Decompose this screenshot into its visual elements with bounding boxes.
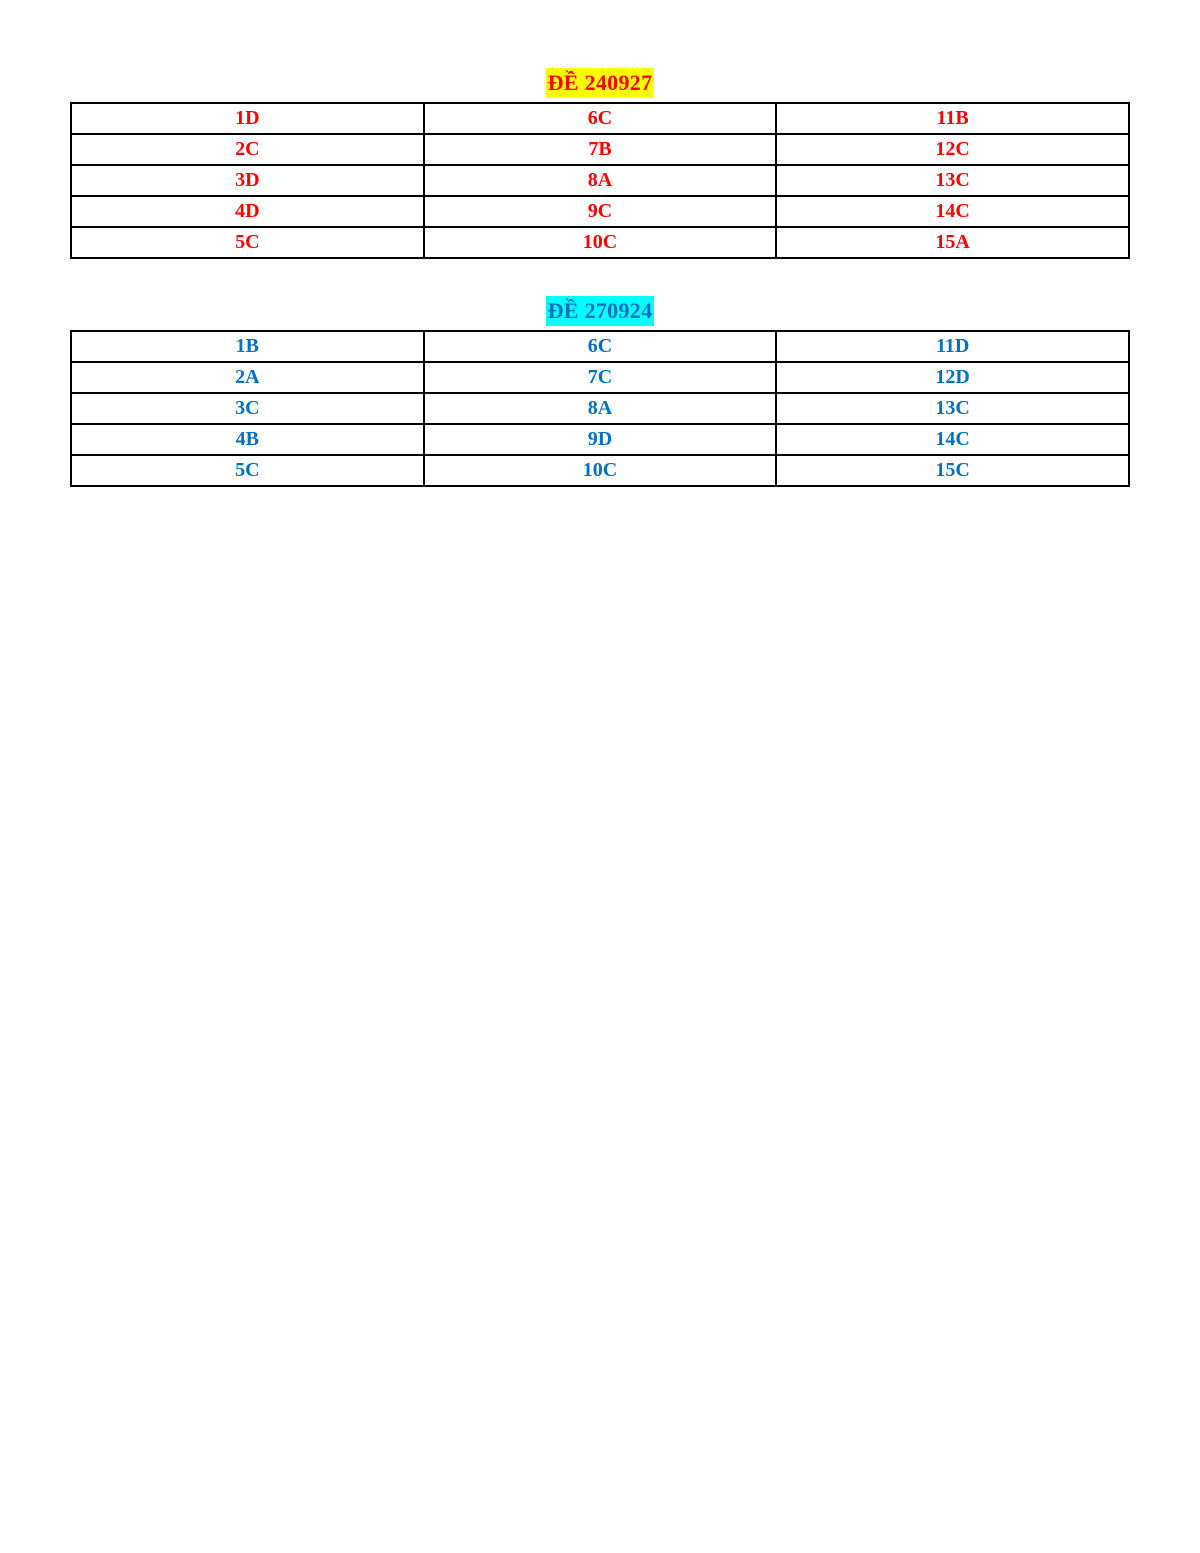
answer-cell: 13C: [776, 393, 1129, 424]
answer-cell: 15C: [776, 455, 1129, 486]
section-heading-wrapper: [70, 296, 1130, 330]
answer-cell: 4D: [71, 196, 424, 227]
section-heading-wrapper: [70, 68, 1130, 102]
answer-cell: 7B: [424, 134, 777, 165]
answer-cell: 3C: [71, 393, 424, 424]
table-row: [71, 196, 1129, 227]
answer-cell: 11D: [776, 331, 1129, 362]
answer-cell: 9D: [424, 424, 777, 455]
answer-cell: 6C: [424, 103, 777, 134]
answer-cell: 11B: [776, 103, 1129, 134]
table-row: [71, 103, 1129, 134]
answer-cell: 12C: [776, 134, 1129, 165]
table-row: [71, 331, 1129, 362]
answer-cell: 14C: [776, 196, 1129, 227]
answer-table: [70, 102, 1130, 259]
answer-cell: 3D: [71, 165, 424, 196]
table-row: [71, 362, 1129, 393]
answer-cell: 12D: [776, 362, 1129, 393]
answer-cell: 1B: [71, 331, 424, 362]
answer-cell: 15A: [776, 227, 1129, 258]
answer-cell: 10C: [424, 227, 777, 258]
answer-cell: 4B: [71, 424, 424, 455]
answer-cell: 7C: [424, 362, 777, 393]
answer-cell: 10C: [424, 455, 777, 486]
answer-cell: 13C: [776, 165, 1129, 196]
table-row: [71, 165, 1129, 196]
answer-cell: 8A: [424, 165, 777, 196]
section-title: ĐỀ 240927: [546, 68, 655, 98]
answer-cell: 6C: [424, 331, 777, 362]
table-row: [71, 227, 1129, 258]
answer-cell: 2A: [71, 362, 424, 393]
table-row: [71, 134, 1129, 165]
answer-cell: 9C: [424, 196, 777, 227]
answer-table: [70, 330, 1130, 487]
answer-key-section-270924: [70, 296, 1130, 487]
section-title: ĐỀ 270924: [546, 296, 655, 326]
answer-cell: 2C: [71, 134, 424, 165]
answer-cell: 8A: [424, 393, 777, 424]
answer-cell: 14C: [776, 424, 1129, 455]
answer-cell: 5C: [71, 227, 424, 258]
table-row: [71, 455, 1129, 486]
answer-cell: 5C: [71, 455, 424, 486]
table-row: [71, 424, 1129, 455]
answer-cell: 1D: [71, 103, 424, 134]
table-row: [71, 393, 1129, 424]
answer-key-section-240927: [70, 68, 1130, 259]
